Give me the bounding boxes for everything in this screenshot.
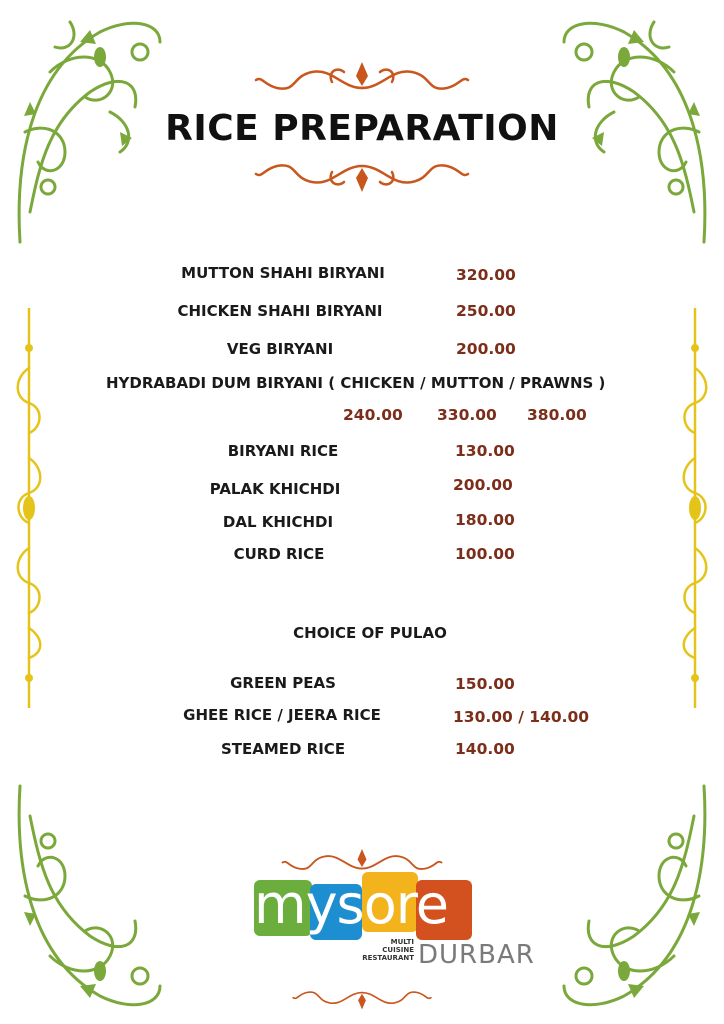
restaurant-logo bbox=[248, 868, 535, 978]
corner-floral-icon bbox=[10, 776, 170, 1016]
menu-item-price: 380.00 bbox=[527, 406, 587, 424]
menu-item-price: 150.00 bbox=[455, 675, 515, 693]
logo-brand: mysore bbox=[254, 873, 448, 936]
menu-item-price: 240.00 bbox=[343, 406, 403, 424]
corner-floral-icon bbox=[554, 776, 714, 1016]
menu-item-price: 320.00 bbox=[456, 266, 516, 284]
menu-item-price: 130.00 / 140.00 bbox=[453, 708, 590, 726]
logo-tagline: MULTI CUISINE RESTAURANT bbox=[362, 938, 414, 962]
section-heading: CHOICE OF PULAO bbox=[293, 624, 447, 642]
menu-item-name: CHICKEN SHAHI BIRYANI bbox=[177, 302, 383, 320]
menu-item-name: GHEE RICE / JEERA RICE bbox=[183, 706, 381, 724]
menu-item-price: 100.00 bbox=[455, 545, 515, 563]
menu-item-name: GREEN PEAS bbox=[230, 674, 336, 692]
menu-item-price: 330.00 bbox=[437, 406, 497, 424]
menu-item-name: DAL KHICHDI bbox=[222, 513, 334, 531]
menu-item-name: BIRYANI RICE bbox=[227, 442, 339, 460]
side-scroll-icon bbox=[14, 308, 44, 708]
menu-item-name: MUTTON SHAHI BIRYANI bbox=[181, 264, 385, 282]
menu-item-price: 140.00 bbox=[455, 740, 515, 758]
logo-suffix: DURBAR bbox=[418, 940, 535, 970]
menu-item-name: STEAMED RICE bbox=[220, 740, 346, 758]
flourish-icon bbox=[252, 156, 472, 196]
menu-item-name: PALAK KHICHDI bbox=[209, 480, 341, 498]
menu-item-price: 130.00 bbox=[455, 442, 515, 460]
menu-item-price: 200.00 bbox=[456, 340, 516, 358]
menu-item-name: HYDRABADI DUM BIRYANI ( CHICKEN / MUTTON / PRAWNS ) bbox=[106, 374, 606, 392]
menu-item-price: 200.00 bbox=[453, 476, 513, 494]
page-title: RICE PREPARATION bbox=[165, 108, 559, 149]
menu-item-price: 180.00 bbox=[455, 511, 515, 529]
menu-item-name: CURD RICE bbox=[233, 545, 325, 563]
menu-item-price: 250.00 bbox=[456, 302, 516, 320]
flourish-icon bbox=[272, 986, 452, 1012]
menu-item-name: VEG BIRYANI bbox=[226, 340, 334, 358]
side-scroll-icon bbox=[680, 308, 710, 708]
flourish-icon bbox=[252, 58, 472, 98]
